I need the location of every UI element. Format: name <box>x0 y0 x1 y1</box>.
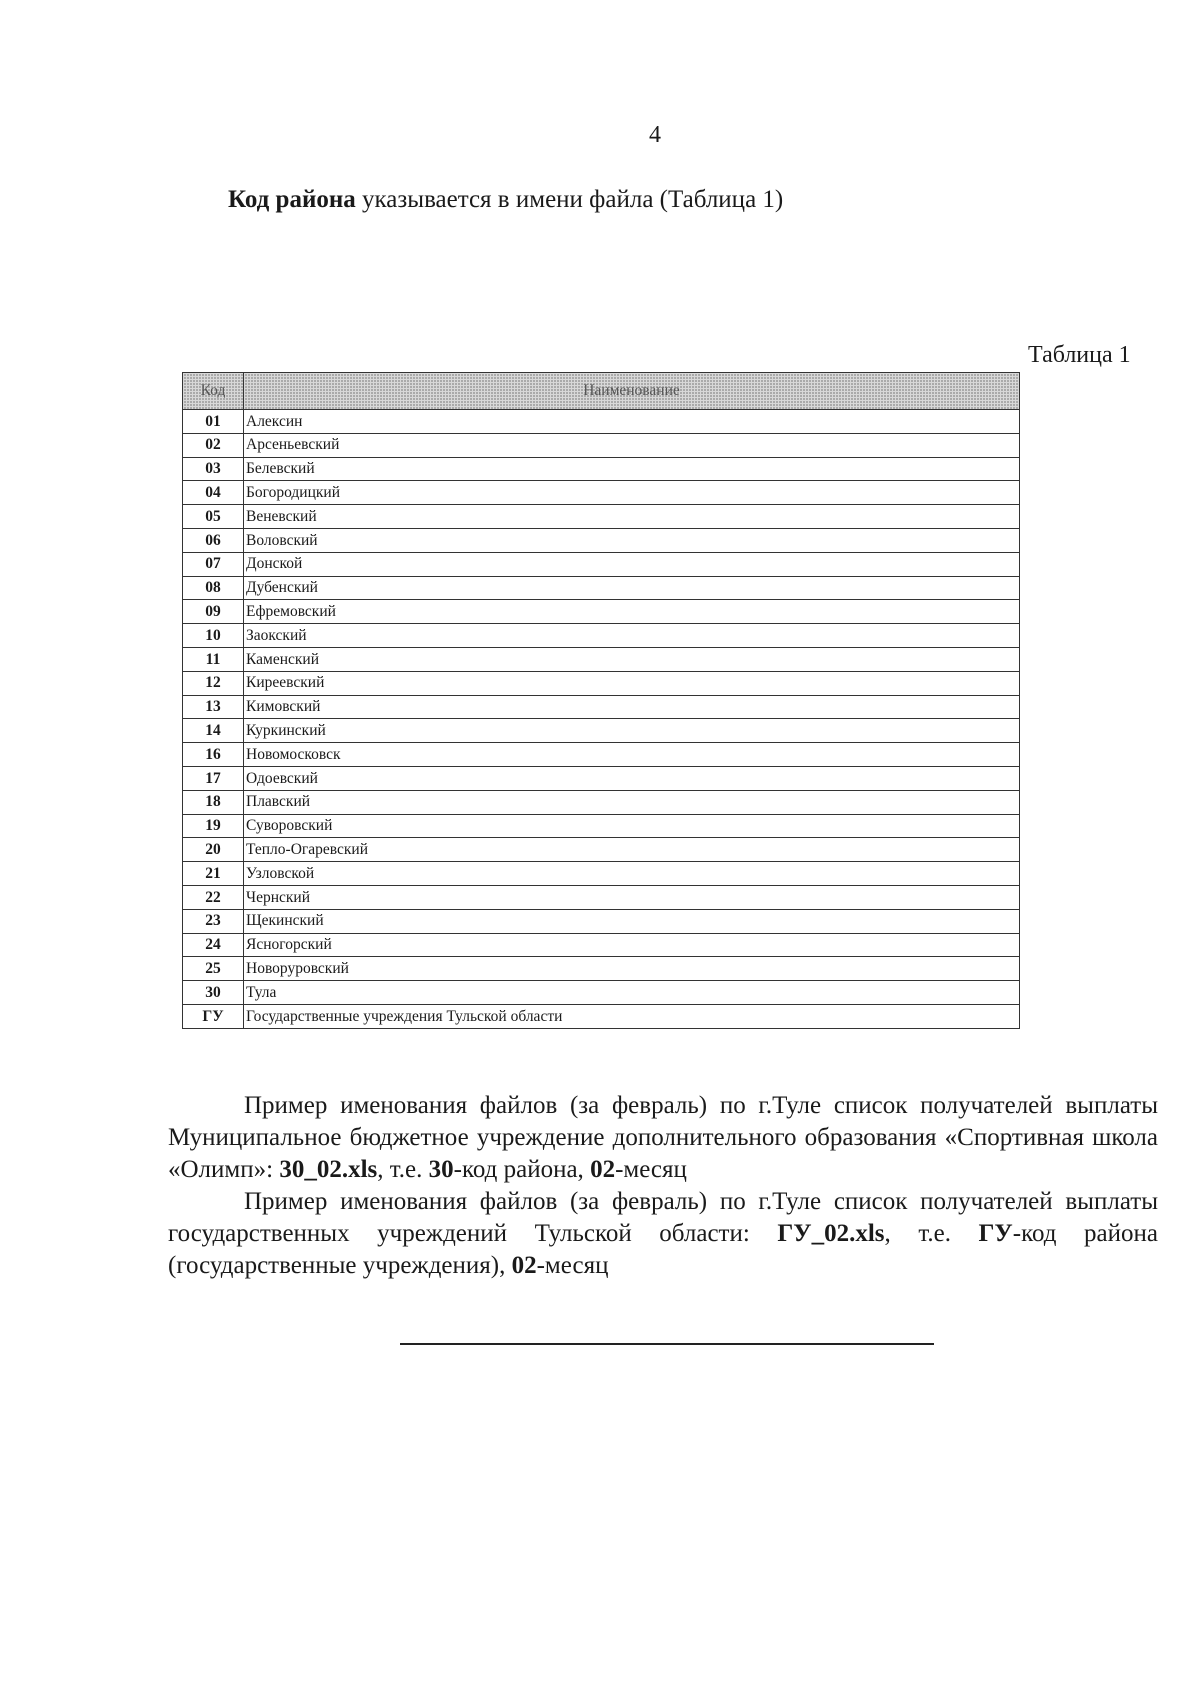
district-name-cell: Ефремовский <box>244 600 1020 624</box>
table-row <box>183 981 1020 1005</box>
table-row <box>183 719 1020 743</box>
table-row <box>183 766 1020 790</box>
district-code-cell: 13 <box>183 695 244 719</box>
district-name-cell: Воловский <box>244 528 1020 552</box>
district-name-cell: Донской <box>244 552 1020 576</box>
district-code-cell: 02 <box>183 433 244 457</box>
district-code-cell: 18 <box>183 790 244 814</box>
district-code-cell: ГУ <box>183 1004 244 1028</box>
district-name-cell: Плавский <box>244 790 1020 814</box>
district-name-cell: Тула <box>244 981 1020 1005</box>
example-1-text-3: -код района, <box>453 1156 591 1183</box>
table-row <box>183 1004 1020 1028</box>
page-number: 4 <box>649 122 661 148</box>
table-row <box>183 576 1020 600</box>
district-code-cell: 10 <box>183 624 244 648</box>
table-row <box>183 933 1020 957</box>
district-name-cell: Куркинский <box>244 719 1020 743</box>
district-code-cell: 24 <box>183 933 244 957</box>
table-row <box>183 624 1020 648</box>
district-code-cell: 11 <box>183 647 244 671</box>
header-code: Код <box>183 373 244 410</box>
district-name-cell: Дубенский <box>244 576 1020 600</box>
table-row <box>183 481 1020 505</box>
example-2-text: Пример именования файлов (за февраль) по г.Туле список получателей выплаты государственных учреждений Тульской области: <box>168 1188 1158 1247</box>
example-2-filename: ГУ_02.xls <box>777 1220 885 1247</box>
table-row <box>183 410 1020 434</box>
district-name-cell: Арсеньевский <box>244 433 1020 457</box>
district-codes-table <box>182 372 1020 1029</box>
example-2-code: ГУ <box>978 1220 1013 1247</box>
district-name-cell: Заокский <box>244 624 1020 648</box>
example-1-text-4: -месяц <box>615 1156 687 1183</box>
district-code-cell: 01 <box>183 410 244 434</box>
district-code-cell: 05 <box>183 505 244 529</box>
district-code-cell: 09 <box>183 600 244 624</box>
district-name-cell: Новомосковск <box>244 743 1020 767</box>
district-name-cell: Одоевский <box>244 766 1020 790</box>
table-row <box>183 457 1020 481</box>
intro-text: указывается в имени файла (Таблица 1) <box>355 186 784 213</box>
example-2-month: 02 <box>511 1252 537 1279</box>
example-paragraph-1 <box>168 1090 1158 1186</box>
example-1-text: Пример именования файлов (за февраль) по г.Туле список получателей выплаты Муниципальное бюджетное учреждение дополнительного образования «Спортивная школа «Олимп»: <box>168 1092 1158 1183</box>
district-code-cell: 17 <box>183 766 244 790</box>
district-code-cell: 04 <box>183 481 244 505</box>
district-code-cell: 08 <box>183 576 244 600</box>
table-row <box>183 909 1020 933</box>
district-code-cell: 20 <box>183 838 244 862</box>
table-header-row <box>183 373 1020 410</box>
district-name-cell: Белевский <box>244 457 1020 481</box>
intro-line <box>228 186 783 214</box>
table-caption: Таблица 1 <box>1028 342 1131 368</box>
district-code-cell: 03 <box>183 457 244 481</box>
district-name-cell: Богородицкий <box>244 481 1020 505</box>
district-code-cell: 06 <box>183 528 244 552</box>
table-row <box>183 433 1020 457</box>
table-row <box>183 790 1020 814</box>
table-row <box>183 600 1020 624</box>
district-code-cell: 14 <box>183 719 244 743</box>
district-code-cell: 21 <box>183 862 244 886</box>
district-code-cell: 22 <box>183 885 244 909</box>
district-code-cell: 30 <box>183 981 244 1005</box>
district-name-cell: Каменский <box>244 647 1020 671</box>
table-row <box>183 671 1020 695</box>
district-name-cell: Новоруровский <box>244 957 1020 981</box>
district-code-cell: 23 <box>183 909 244 933</box>
district-name-cell: Киреевский <box>244 671 1020 695</box>
header-name: Наименование <box>244 373 1020 410</box>
district-name-cell: Алексин <box>244 410 1020 434</box>
table-row <box>183 814 1020 838</box>
example-2-text-2: , т.е. <box>884 1220 979 1247</box>
example-1-code: 30 <box>428 1156 454 1183</box>
district-name-cell: Чернский <box>244 885 1020 909</box>
table-row <box>183 528 1020 552</box>
table-row <box>183 957 1020 981</box>
table-row <box>183 647 1020 671</box>
example-2-text-3: -код района (государственные учреждения), <box>168 1220 1158 1279</box>
table-row <box>183 552 1020 576</box>
district-name-cell: Узловской <box>244 862 1020 886</box>
table-row <box>183 743 1020 767</box>
table-row <box>183 838 1020 862</box>
district-code-cell: 19 <box>183 814 244 838</box>
district-code-cell: 12 <box>183 671 244 695</box>
example-1-month: 02 <box>590 1156 616 1183</box>
intro-bold-term: Код района <box>228 186 356 213</box>
district-code-cell: 25 <box>183 957 244 981</box>
district-name-cell: Щекинский <box>244 909 1020 933</box>
example-1-text-2: , т.е. <box>377 1156 429 1183</box>
table-body <box>183 410 1020 1029</box>
district-name-cell: Суворовский <box>244 814 1020 838</box>
district-name-cell: Кимовский <box>244 695 1020 719</box>
example-1-filename: 30_02.xls <box>279 1156 378 1183</box>
district-name-cell: Тепло-Огаревский <box>244 838 1020 862</box>
example-2-text-4: -месяц <box>536 1252 609 1279</box>
district-code-cell: 07 <box>183 552 244 576</box>
table-row <box>183 862 1020 886</box>
closing-divider <box>400 1343 934 1345</box>
example-paragraph-2 <box>168 1186 1158 1282</box>
table-row <box>183 885 1020 909</box>
district-name-cell: Государственные учреждения Тульской области <box>244 1004 1020 1028</box>
district-name-cell: Ясногорский <box>244 933 1020 957</box>
district-code-cell: 16 <box>183 743 244 767</box>
district-name-cell: Веневский <box>244 505 1020 529</box>
table-row <box>183 505 1020 529</box>
table-row <box>183 695 1020 719</box>
